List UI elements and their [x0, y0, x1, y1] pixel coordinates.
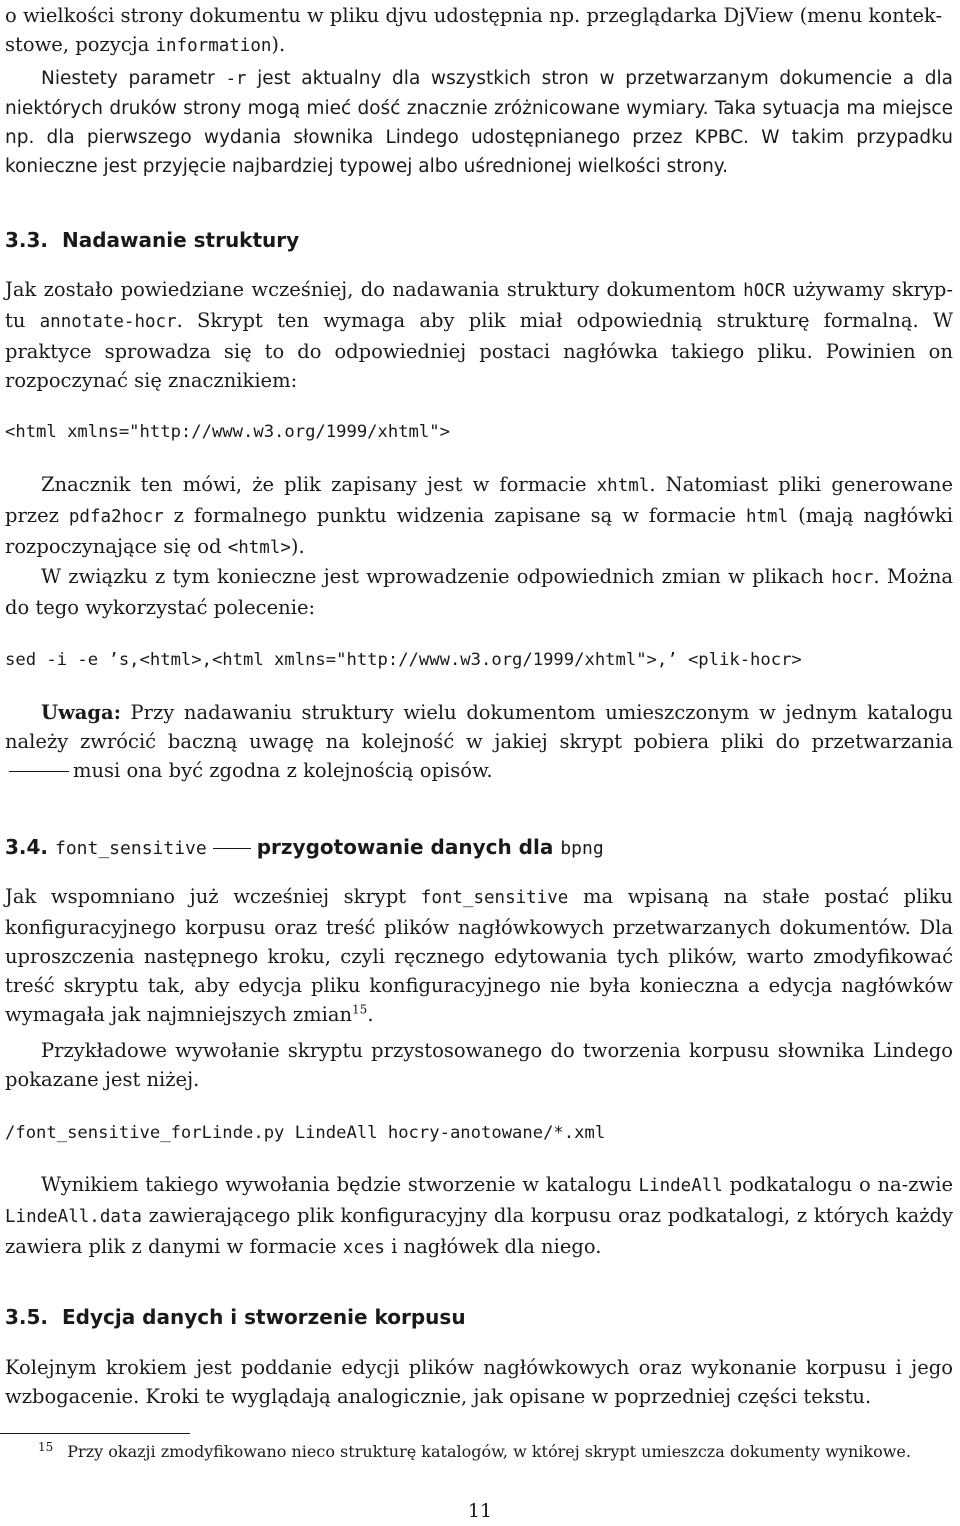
uwaga-label: Uwaga:	[41, 701, 121, 724]
paragraph-font-sensitive: Jak wspomniano już wcześniej skrypt font_sensitive ma wpisaną na stałe postać pliku konfiguracyjnego korpusu oraz treść plików nagłówkowych przetwarzanych dokumentów. Dla uproszczenia następnego kroku, czyli ręcznego edytowania tych plików, warto zmodyfikować treść skryptu tak, aby edycja pliku konfiguracyjnego nie była konieczna a edycja nagłówków wymagała jak najmniejszych zmian$^{15}$.	[5, 885, 953, 1026]
section-heading-3-5: 3.5. Edycja danych i stworzenie korpusu	[5, 1305, 466, 1329]
heading-dash	[213, 848, 251, 849]
footnote-rule	[0, 1433, 190, 1434]
paragraph-uwaga: Uwaga: Przy nadawaniu struktury wielu dokumentom umieszczonym w jednym katalogu należy zwrócić baczną uwagę na kolejność w jakiej skrypt pobiera pliki do przetwarzaniamusi ona być zgodna z kolejnością opisów.	[5, 701, 953, 782]
paragraph-przyklad: Przykładowe wywołanie skryptu przystosowanego do tworzenia korpusu słownika Lindego pokazane jest niżej.	[5, 1039, 953, 1091]
paragraph-djview: o wielkości strony dokumentu w pliku djvu udostępnia np. przeglądarka DjView (menu kontek- stowe, pozycja information).	[5, 4, 943, 56]
paragraph-wynik: Wynikiem takiego wywołania będzie stworzenie w katalogu LindeAll podkatalogu o na-zwie LindeAll.data zawierającego plik konfiguracyjny dla korpusu oraz podkatalogi, z których każdy zawiera plik z danymi w formacie xces i nagłówek dla niego.	[5, 1173, 953, 1258]
footnote-ref[interactable]: 15	[352, 1002, 368, 1017]
paragraph-zmiany: W związku z tym konieczne jest wprowadzenie odpowiednich zmian w plikach hocr. Można do tego wykorzystać polecenie:	[5, 565, 953, 619]
code-sed-command: sed -i -e ’s,<html>,<html xmlns="http://www.w3.org/1999/xhtml">,’ <plik-hocr>	[5, 650, 802, 670]
code-html-tag: <html xmlns="http://www.w3.org/1999/xhtml">	[5, 422, 450, 442]
page-number: 11	[467, 1500, 493, 1522]
section-heading-3-4: 3.4. font_sensitive przygotowanie danych dla bpng	[5, 835, 604, 859]
footnote: $^{15}$ Przy okazji zmodyfikowano nieco strukturę katalogów, w której skrypt umieszcza dokumenty wynikowe.	[38, 1439, 911, 1461]
paragraph-edycja: Kolejnym krokiem jest poddanie edycji plików nagłówkowych oraz wykonanie korpusu i jego wzbogacenie. Kroki te wyglądają analogicznie, jak opisane w poprzedniej części tekstu.	[5, 1356, 953, 1408]
em-dash	[9, 771, 69, 772]
section-heading-3-3: 3.3. Nadawanie struktury	[5, 228, 300, 252]
paragraph-parameter-note: Niestety parametr -r jest aktualny dla wszystkich stron w przetwarzanym dokumencie a dla niektórych druków strony mogą mieć dość znacznie zróżnicowane wymiary. Taka sytuacja ma miejsce np. dla pierwszego wydania słownika Lindego udostępnianego przez KPBC. W takim przypadku konieczne jest przyjęcie najbardziej typowej albo uśrednionej wielkości strony.	[5, 68, 953, 177]
paragraph-struktura: Jak zostało powiedziane wcześniej, do nadawania struktury dokumentom hOCR używamy skryp-tu annotate-hocr. Skrypt ten wymaga aby plik miał odpowiednią strukturę formalną. W praktyce sprowadza się to do odpowiedniej postaci nagłówka takiego pliku. Powinien on rozpoczynać się znacznikiem:	[5, 278, 954, 392]
paragraph-znacznik: Znacznik ten mówi, że plik zapisany jest w formacie xhtml. Natomiast pliki generowane przez pdfa2hocr z formalnego punktu widzenia zapisane są w formacie html (mają nagłówki rozpoczynające się od <html>).	[5, 473, 953, 558]
code-font-sensitive-call: /font_sensitive_forLinde.py LindeAll hocry-anotowane/*.xml	[5, 1123, 606, 1143]
